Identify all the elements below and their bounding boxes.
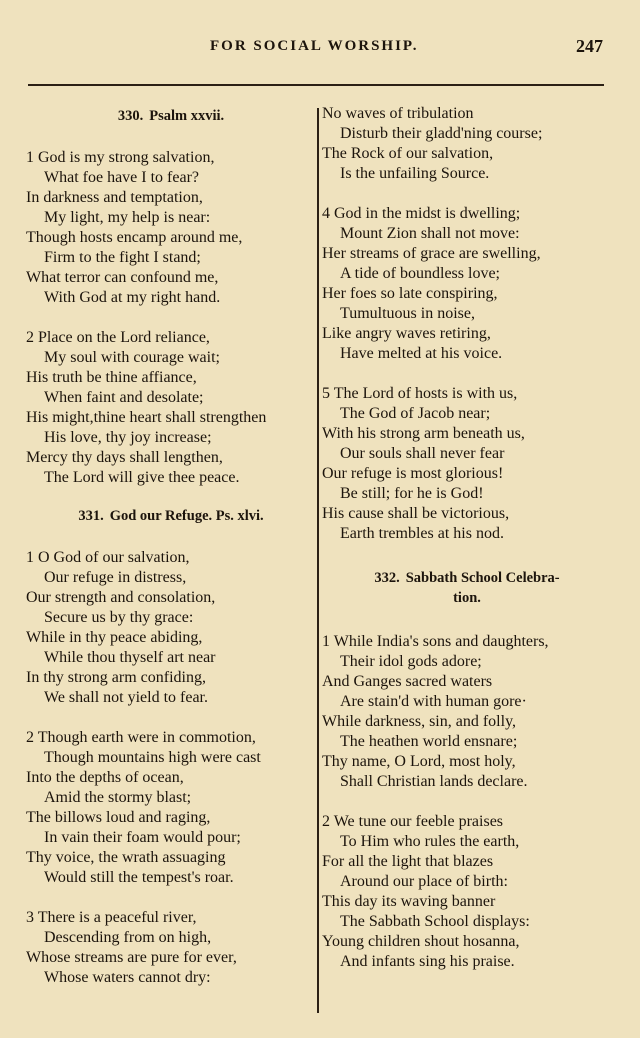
verse-line: Into the depths of ocean,	[26, 769, 184, 786]
verse-line: In thy strong arm confiding,	[26, 669, 206, 686]
verse-line: Our refuge in distress,	[44, 569, 187, 586]
verse-line: What foe have I to fear?	[44, 169, 200, 186]
verse-line: Secure us by thy grace:	[44, 609, 194, 626]
verse-line: Descending from on high,	[44, 929, 212, 946]
verse-line: And Ganges sacred waters	[322, 673, 493, 690]
verse-line: Our souls shall never fear	[340, 445, 505, 462]
verse-line: While thou thyself art near	[44, 649, 216, 666]
verse-line: Are stain'd with human gore·	[340, 693, 527, 710]
verse-line: Whose streams are pure for ever,	[26, 949, 237, 966]
verse-line: 4 God in the midst is dwelling;	[322, 205, 521, 222]
verse-line: 2 Though earth were in commotion,	[26, 729, 256, 746]
hymn-title: Sabbath School Celebra-	[405, 570, 560, 586]
running-header	[0, 38, 640, 68]
verse-line: We shall not yield to fear.	[44, 689, 208, 706]
verse-line: What terror can confound me,	[26, 269, 219, 286]
verse-line: While in thy peace abiding,	[26, 629, 203, 646]
hymn-number: 330.	[117, 108, 144, 124]
hymn-332-heading-cont	[322, 588, 612, 608]
verse-line: When faint and desolate;	[44, 389, 204, 406]
verse-line: 1 God is my strong salvation,	[26, 149, 215, 166]
verse-line: Earth trembles at his nod.	[340, 525, 504, 542]
verse-line: Our strength and consolation,	[26, 589, 216, 606]
verse-line: Though mountains high were cast	[44, 749, 261, 766]
verse-line: Like angry waves retiring,	[322, 325, 491, 342]
left-column	[26, 104, 316, 988]
verse-line: 3 There is a peaceful river,	[26, 909, 197, 926]
verse-line: The God of Jacob near;	[340, 405, 491, 422]
verse-line: Our refuge is most glorious!	[322, 465, 504, 482]
verse-line: No waves of tribulation	[322, 105, 474, 122]
verse-line: 2 Place on the Lord reliance,	[26, 329, 210, 346]
verse-line: Her streams of grace are swelling,	[322, 245, 541, 262]
verse-line: 1 While India's sons and daughters,	[322, 633, 549, 650]
verse-line: With God at my right hand.	[44, 289, 221, 306]
column-divider	[317, 108, 319, 1013]
verse-line: Tumultuous in noise,	[340, 305, 475, 322]
hymn-330-heading	[26, 104, 316, 128]
verse-line: Around our place of birth:	[340, 873, 508, 890]
verse-line: For all the light that blazes	[322, 853, 494, 870]
verse-line: With his strong arm beneath us,	[322, 425, 525, 442]
verse-line: Shall Christian lands declare.	[340, 773, 528, 790]
verse-line: While darkness, sin, and folly,	[322, 713, 517, 730]
verse-line: Be still; for he is God!	[340, 485, 484, 502]
hymn-title: Psalm xxvii.	[149, 108, 225, 124]
hymn-331-heading	[26, 504, 316, 528]
verse-line: The billows loud and raging,	[26, 809, 211, 826]
verse-line: My light, my help is near:	[44, 209, 211, 226]
header-rule	[28, 84, 604, 86]
verse-line: Her foes so late conspiring,	[322, 285, 498, 302]
verse-line: 5 The Lord of hosts is with us,	[322, 385, 518, 402]
verse-line: A tide of boundless love;	[340, 265, 500, 282]
verse-line: The heathen world ensnare;	[340, 733, 518, 750]
verse-line: The Rock of our salvation,	[322, 145, 494, 162]
verse-line: The Lord will give thee peace.	[44, 469, 240, 486]
verse-line: Thy name, O Lord, most holy,	[322, 753, 516, 770]
verse-line: Would still the tempest's roar.	[44, 869, 234, 886]
hymn-title: God our Refuge. Ps. xlvi.	[109, 508, 264, 524]
verse-line: Whose waters cannot dry:	[44, 969, 211, 986]
hymn-332-heading	[322, 568, 612, 588]
verse-line: And infants sing his praise.	[340, 953, 515, 970]
verse-line: In vain their foam would pour;	[44, 829, 241, 846]
page-number: 247	[576, 36, 603, 56]
verse-line: The Sabbath School displays:	[340, 913, 530, 930]
hymn-number: 332.	[374, 570, 400, 586]
verse-line: Mercy thy days shall lengthen,	[26, 449, 223, 466]
verse-line: 2 We tune our feeble praises	[322, 813, 504, 830]
right-column	[322, 104, 612, 972]
verse-line: In darkness and temptation,	[26, 189, 203, 206]
verse-line: His cause shall be victorious,	[322, 505, 510, 522]
verse-line: My soul with courage wait;	[44, 349, 220, 366]
verse-line: Firm to the fight I stand;	[44, 249, 201, 266]
verse-line: This day its waving banner	[322, 893, 496, 910]
verse-line: His might,thine heart shall strengthen	[26, 409, 267, 426]
verse-line: Amid the stormy blast;	[44, 789, 192, 806]
verse-line: To Him who rules the earth,	[340, 833, 520, 850]
verse-line: Thy voice, the wrath assuaging	[26, 849, 226, 866]
verse-line: Have melted at his voice.	[340, 345, 503, 362]
verse-line: Young children shout hosanna,	[322, 933, 520, 950]
verse-line: Though hosts encamp around me,	[26, 229, 243, 246]
verse-line: His truth be thine affiance,	[26, 369, 197, 386]
verse-line: Their idol gods adore;	[340, 653, 482, 670]
hymn-number: 331.	[78, 508, 104, 524]
hymn-title: tion.	[453, 590, 481, 606]
verse-line: His love, thy joy increase;	[44, 429, 212, 446]
verse-line: Is the unfailing Source.	[340, 165, 490, 182]
verse-line: Disturb their gladd'ning course;	[340, 125, 543, 142]
running-title: FOR SOCIAL WORSHIP.	[210, 38, 419, 54]
verse-line: Mount Zion shall not move:	[340, 225, 520, 242]
verse-line: 1 O God of our salvation,	[26, 549, 190, 566]
